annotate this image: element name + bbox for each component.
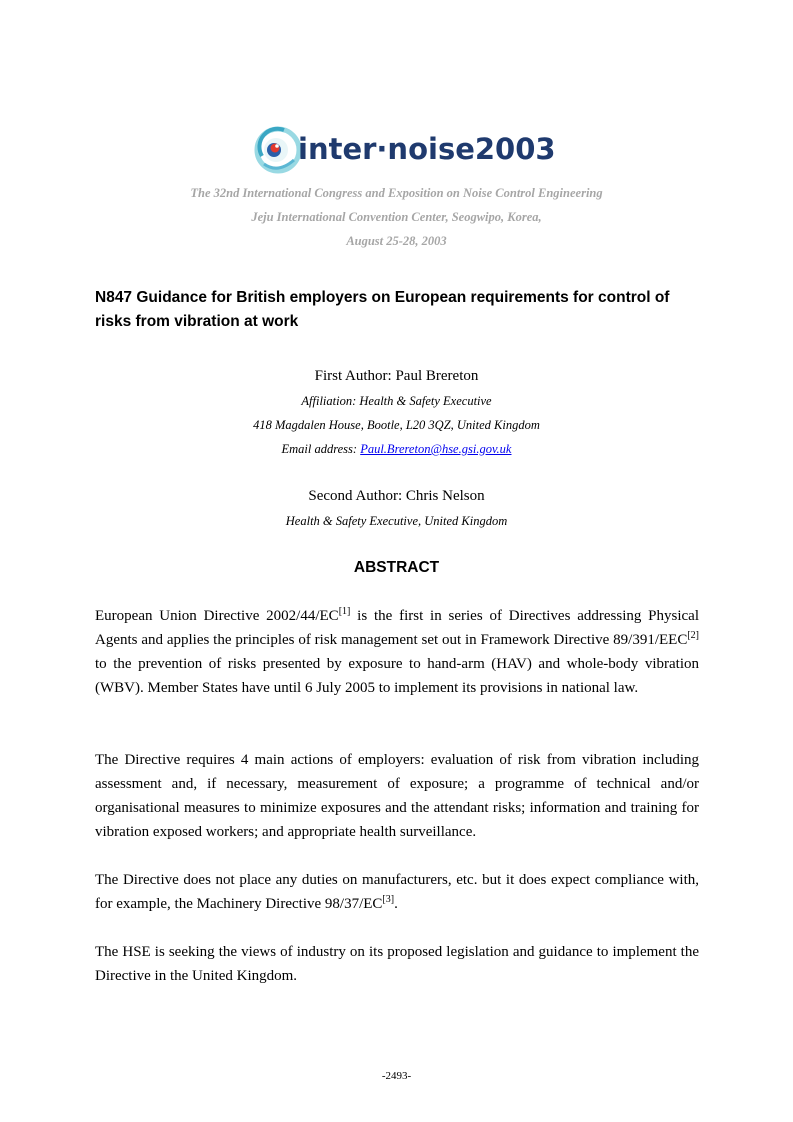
conference-name: The 32nd International Congress and Exposition on Noise Control Engineering (190, 186, 603, 200)
abstract-paragraph-3 (95, 868, 699, 916)
p1-text-c: to the prevention of risks presented by exposure to hand-arm (HAV) and whole-body vibration (WBV). Member States have until 6 July 2005 to implement its provisions in national law. (95, 656, 699, 696)
first-author-name: First Author: Paul Brereton (314, 368, 479, 384)
reference-1: [1] (338, 606, 351, 617)
reference-3: [3] (382, 894, 395, 905)
p1-text-b: is the first in series of Directives addressing Physical Agents and applies the principles of risk management set out in Framework Directive 89/391/EEC (95, 608, 699, 648)
reference-2: [2] (687, 630, 699, 641)
swirl-globe-icon (254, 120, 302, 180)
first-author-address: 418 Magdalen House, Bootle, L20 3QZ, United Kingdom (253, 418, 540, 432)
paper-title: N847 Guidance for British employers on European requirements for control of risks from vibration at work (95, 289, 670, 330)
email-link[interactable]: Paul.Brereton@hse.gsi.gov.uk (360, 442, 512, 456)
first-author-email-line (0, 442, 793, 457)
email-label: Email address: (281, 442, 361, 456)
abstract-paragraph-4: The HSE is seeking the views of industry on its proposed legislation and guidance to implement the Directive in the United Kingdom. (95, 944, 699, 984)
logo-wordmark: inter·noise2003 (298, 132, 556, 166)
p1-text-a: European Union Directive 2002/44/EC (95, 608, 339, 624)
p3-text-a: The Directive does not place any duties on manufacturers, etc. but it does expect compliance with, for example, the Machinery Directive 98/37/EC (95, 872, 699, 912)
first-author-affiliation: Affiliation: Health & Safety Executive (301, 394, 492, 408)
conference-venue: Jeju International Convention Center, Seogwipo, Korea, (251, 210, 542, 224)
conference-dates: August 25-28, 2003 (346, 234, 447, 248)
abstract-paragraph-2: The Directive requires 4 main actions of employers: evaluation of risk from vibration including assessment and, if necessary, measurement of exposure; a programme of technical and/or organisational measures to minimize exposures and the attendant risks; information and training for vibration exposed workers; and appropriate health surveillance. (95, 752, 699, 840)
abstract-heading: ABSTRACT (353, 559, 440, 576)
page-number: -2493- (381, 1070, 412, 1082)
conference-logo (254, 120, 556, 180)
p3-text-b: . (394, 896, 398, 912)
second-author-affiliation: Health & Safety Executive, United Kingdom (285, 514, 508, 528)
second-author-name: Second Author: Chris Nelson (308, 488, 485, 504)
abstract-paragraph-1 (95, 604, 699, 700)
